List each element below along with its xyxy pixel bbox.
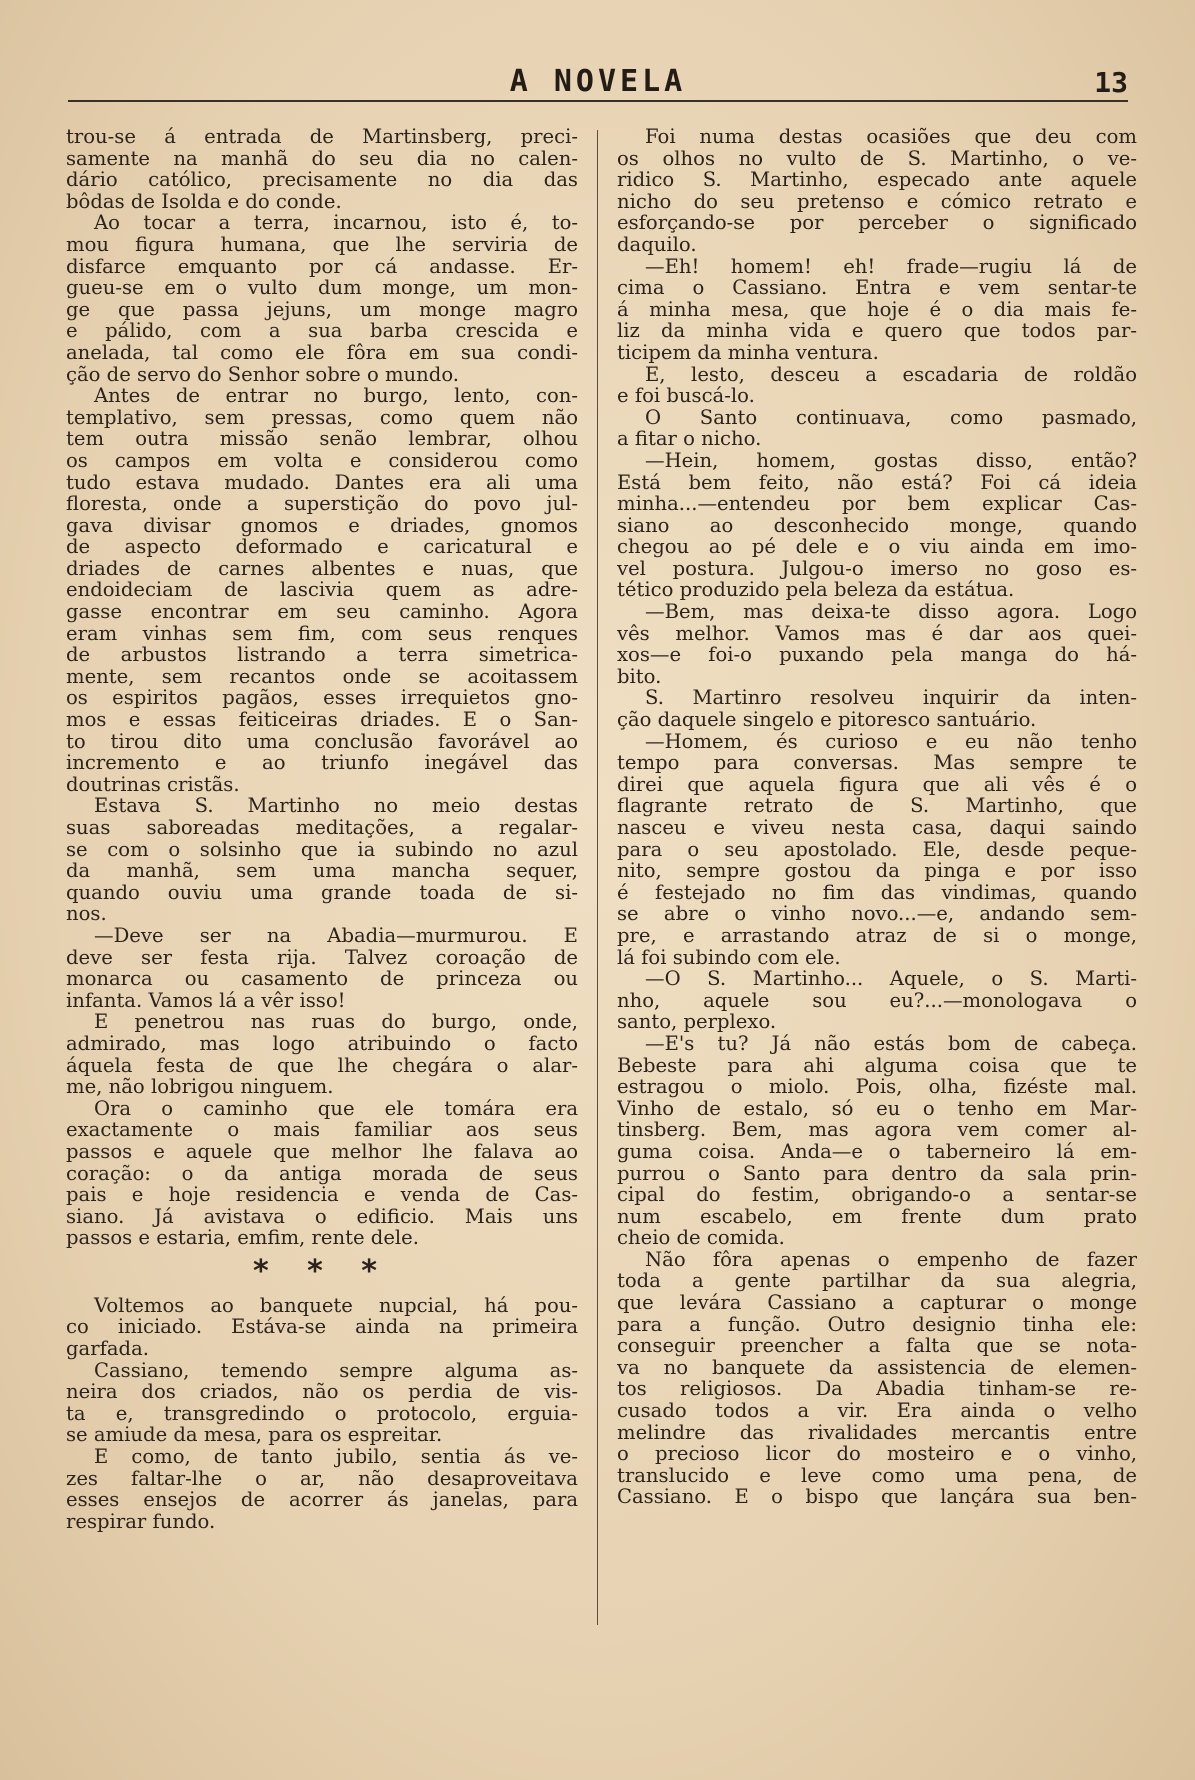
masthead-title: A NOVELA [509, 64, 687, 99]
text-line: ticipem da minha ventura. [617, 340, 879, 364]
text-line: ridico S. Martinho, especado ante aquele [617, 168, 1137, 192]
text-line: conseguir preencher a falta que se nota- [617, 1334, 1137, 1358]
text-line: Está bem feito, não está? Foi cá ideia [617, 470, 1137, 494]
text-line: estragou o miolo. Pois, olha, fizéste mal. [617, 1075, 1137, 1099]
text-line: Estava S. Martinho no meio destas [94, 794, 578, 818]
text-line: Não fôra apenas o empenho de fazer [645, 1247, 1137, 1271]
text-line: monarca ou casamento de princeza ou [66, 967, 578, 991]
text-line: samente na manhã do seu dia no calen- [66, 146, 578, 170]
text-line: melindre das rivalidades mercantis entre [617, 1420, 1137, 1444]
text-line: á minha mesa, que hoje é o dia mais fe- [617, 297, 1137, 321]
text-line: xos—e foi-o puxando pela manga do há- [617, 643, 1137, 667]
text-line: admirado, mas logo atribuindo o facto [66, 1031, 578, 1055]
text-line: mente, sem recantos onde se acoitassem [66, 664, 578, 688]
text-line: cusado todos a vir. Era ainda o velho [617, 1399, 1137, 1423]
text-line: pais e hoje residencia e venda de Cas- [66, 1183, 578, 1207]
text-line: tempo para conversas. Mas sempre te [617, 751, 1137, 775]
text-line: nho, aquele sou eu?...—monologava o [617, 988, 1137, 1012]
text-line: pre, e arrastando atraz de si o monge, [617, 923, 1137, 947]
text-line: disfarce emquanto por cá andasse. Er- [66, 254, 578, 278]
text-line: os campos em volta e considerou como [66, 448, 578, 472]
text-line: infanta. Vamos lá a vêr isso! [66, 988, 346, 1012]
text-line: de arbustos listrando a terra simetrica- [66, 643, 578, 667]
text-line: eram vinhas sem fim, com seus renques [66, 621, 578, 645]
text-line: se com o solsinho que ia subindo no azul [66, 837, 578, 861]
text-line: to tirou dito uma conclusão favorável ao [66, 729, 578, 753]
text-line: e pálido, com a sua barba crescida e [66, 319, 578, 343]
text-line: mou figura humana, que lhe serviria de [66, 232, 578, 256]
text-line: flagrante retrato de S. Martinho, que [617, 794, 1137, 818]
text-line: para o seu apostolado. Ele, desde peque- [617, 837, 1137, 861]
text-line: a fitar o nicho. [617, 427, 762, 451]
text-line: direi que aquela figura que ali vês é o [617, 772, 1137, 796]
text-line: áquela festa de que lhe chegára o alar- [66, 1053, 578, 1077]
text-line: de aspecto deformado e caricatural e [66, 535, 578, 559]
text-line: co iniciado. Estáva-se ainda na primeira [66, 1315, 578, 1339]
column-divider [597, 130, 598, 1625]
text-line: passos e aquele que melhor lhe falava ao [66, 1139, 578, 1163]
text-line: tem outra missão senão lembrar, olhou [66, 427, 578, 451]
text-line: siano ao desconhecido monge, quando [617, 513, 1137, 537]
text-line: ção de servo do Senhor sobre o mundo. [66, 362, 460, 386]
text-line: —Deve ser na Abadia—murmurou. E [94, 923, 578, 947]
text-line: daquilo. [617, 232, 697, 256]
text-line: nito, sempre gostou da pinga e por isso [617, 859, 1137, 883]
text-line: que levára Cassiano a capturar o monge [617, 1291, 1137, 1315]
text-line: deve ser festa rija. Talvez coroação de [66, 945, 578, 969]
text-line: respirar fundo. [66, 1509, 216, 1533]
text-line: esforçando-se por perceber o significado [617, 211, 1137, 235]
text-line: nasceu e viveu nesta casa, daqui saindo [617, 816, 1137, 839]
text-line: nos. [66, 902, 107, 926]
text-line: anelada, tal como ele fôra em sua condi- [66, 340, 578, 364]
text-line: tos religiosos. Da Abadia tinham-se re- [617, 1377, 1137, 1401]
text-line: garfada. [66, 1337, 149, 1361]
text-line: gava divisar gnomos e driades, gnomos [66, 513, 578, 537]
text-line: tudo estava mudado. Dantes era ali uma [66, 470, 578, 494]
text-line: o precioso licor do mosteiro e o vinho, [617, 1442, 1137, 1466]
text-line: E penetrou nas ruas do burgo, onde, [94, 1010, 578, 1034]
text-line: incremento e ao triunfo inegável das [66, 751, 578, 775]
text-line: e foi buscá-lo. [617, 384, 755, 408]
text-line: num escabelo, em frente dum prato [617, 1204, 1137, 1228]
text-line: —Eh! homem! eh! frade—rugiu lá de [645, 254, 1137, 278]
text-line: Vinho de estalo, só eu o tenho em Mar- [617, 1096, 1137, 1120]
text-line: Cassiano. E o bispo que lançára sua ben- [617, 1485, 1137, 1509]
text-line: coração: o da antiga morada de seus [66, 1161, 578, 1185]
text-line: bôdas de Isolda e do conde. [66, 189, 342, 213]
text-line: Antes de entrar no burgo, lento, con- [94, 384, 578, 408]
text-line: cheio de comida. [617, 1226, 785, 1250]
text-line: para a função. Outro designio tinha ele: [617, 1312, 1137, 1336]
text-line: cipal do festim, obrigando-o a sentar-se [617, 1183, 1137, 1207]
text-line: Foi numa destas ocasiões que deu com [645, 126, 1137, 148]
text-line: —Homem, és curioso e eu não tenho [645, 729, 1137, 753]
text-line: exactamente o mais familiar aos seus [66, 1118, 578, 1142]
text-line: passos e estaria, emfim, rente dele. [66, 1226, 420, 1250]
text-line: os espiritos pagãos, esses irrequietos gno- [66, 686, 578, 710]
text-line: trou-se á entrada de Martinsberg, preci- [66, 126, 578, 148]
text-line: guma coisa. Anda—e o taberneiro lá em- [617, 1139, 1137, 1163]
text-line: se amiude da mesa, para os espreitar. [66, 1423, 443, 1447]
text-line: ta e, transgredindo o protocolo, erguia- [66, 1401, 578, 1425]
text-line: siano. Já avistava o edificio. Mais uns [66, 1204, 578, 1228]
text-line: driades de carnes albentes e nuas, que [66, 556, 578, 580]
text-line: tinsberg. Bem, mas agora vem comer al- [617, 1118, 1137, 1142]
text-line: esses ensejos de acorrer ás janelas, para [66, 1488, 578, 1512]
text-line: neira dos criados, não os perdia de vis- [66, 1380, 578, 1404]
left-column [66, 126, 578, 1766]
text-line: va no banquete da assistencia de elemen- [617, 1355, 1137, 1379]
text-line: da manhã, sem uma mancha sequer, [66, 859, 578, 883]
text-line: toda a gente partilhar da sua alegria, [617, 1269, 1137, 1293]
text-line: mos e essas feiticeiras driades. E o San- [66, 708, 578, 732]
section-separator: * * * [253, 1253, 391, 1289]
text-line: é festejado no fim das vindimas, quando [617, 880, 1137, 904]
text-line: ge que passa jejuns, um monge magro [66, 297, 578, 321]
text-line: Cassiano, temendo sempre alguma as- [94, 1358, 578, 1382]
text-line: ção daquele singelo e pitoresco santuário. [617, 708, 1037, 732]
text-line: —E's tu? Já não estás bom de cabeça. [645, 1031, 1137, 1055]
text-line: translucido e leve como uma pena, de [617, 1463, 1137, 1487]
text-line: —Hein, homem, gostas disso, então? [645, 448, 1137, 472]
text-line: chegou ao pé dele e o viu ainda em imo- [617, 535, 1137, 559]
text-line: bito. [617, 664, 662, 688]
page-header [68, 60, 1128, 102]
text-line: se abre o vinho novo...—e, andando sem- [617, 902, 1137, 926]
text-line: quando ouviu uma grande toada de si- [66, 880, 578, 904]
text-line: vel postura. Julgou-o imerso no goso es- [617, 556, 1137, 580]
text-line: —Bem, mas deixa-te disso agora. Logo [645, 600, 1137, 624]
text-line: cima o Cassiano. Entra e vem sentar-te [617, 276, 1137, 300]
text-line: suas saboreadas meditações, a regalar- [66, 816, 578, 839]
text-line: purrou o Santo para dentro da sala prin- [617, 1161, 1137, 1185]
text-line: nicho do seu pretenso e cómico retrato e [617, 189, 1137, 213]
text-line: minha...—entendeu por bem explicar Cas- [617, 492, 1137, 516]
text-line: —O S. Martinho... Aquele, o S. Marti- [645, 967, 1137, 991]
text-line: Bebeste para ahi alguma coisa que te [617, 1053, 1137, 1077]
text-line: Ao tocar a terra, incarnou, isto é, to- [94, 211, 578, 235]
text-line: gueu-se em o vulto dum monge, um mon- [66, 276, 578, 300]
text-line: Voltemos ao banquete nupcial, há pou- [94, 1293, 578, 1317]
text-line: liz da minha vida e quero que todos par- [617, 319, 1137, 343]
text-line: S. Martinro resolveu inquirir da inten- [645, 686, 1137, 710]
text-line: E como, de tanto jubilo, sentia ás ve- [94, 1445, 578, 1469]
text-line: E, lesto, desceu a escadaria de roldão [645, 362, 1137, 386]
page-number: 13 [1094, 66, 1128, 99]
text-line: gasse encontrar em seu caminho. Agora [66, 600, 578, 624]
text-line: endoideciam de lascivia quem as adre- [66, 578, 578, 602]
text-line: doutrinas cristãs. [66, 772, 240, 796]
text-line: tético produzido pela beleza da estátua. [617, 578, 1015, 602]
right-column [617, 126, 1137, 1766]
text-line: me, não lobrigou ninguem. [66, 1075, 334, 1099]
text-line: zes faltar-lhe o ar, não desaproveitava [66, 1466, 578, 1490]
text-line: templativo, sem pressas, como quem não [66, 405, 578, 429]
text-line: os olhos no vulto de S. Martinho, o ve- [617, 146, 1137, 170]
text-line: dário católico, precisamente no dia das [66, 168, 578, 192]
text-line: santo, perplexo. [617, 1010, 777, 1034]
text-line: floresta, onde a superstição do povo jul- [66, 492, 578, 516]
text-line: lá foi subindo com ele. [617, 945, 841, 969]
text-line: vês melhor. Vamos mas é dar aos quei- [617, 621, 1137, 645]
text-line: O Santo continuava, como pasmado, [645, 405, 1137, 429]
text-line: Ora o caminho que ele tomára era [94, 1096, 578, 1120]
